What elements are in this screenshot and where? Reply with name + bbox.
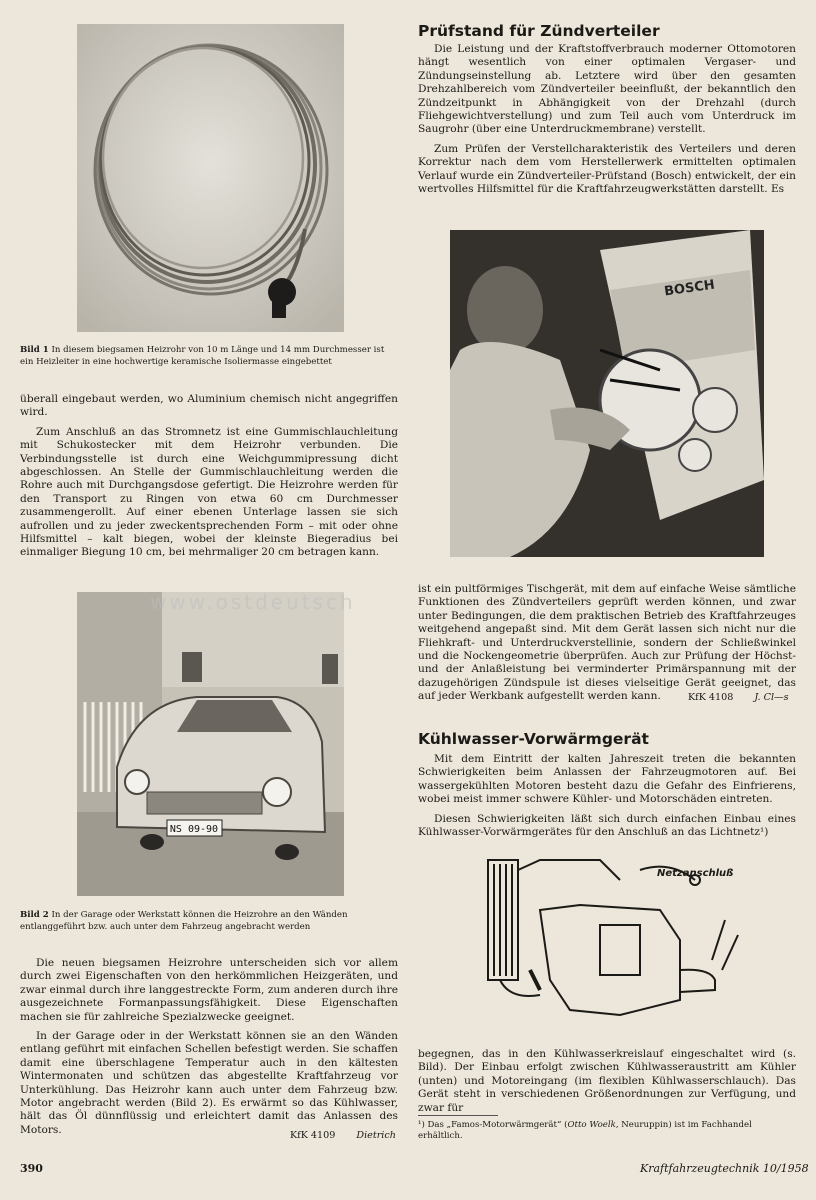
figure2-caption — [20, 909, 400, 933]
journal-name: Kraftfahrzeugtechnik 10/1958 — [640, 1162, 809, 1175]
paragraph: Zum Anschluß an das Stromnetz ist eine Gummischlauchleitung mit Schukostecker mit dem Heizrohr verbunden. Die Verbindungsstelle ist durch eine Weichgummipressung dicht abgeschlossen. An Stelle der Gummischlauchleitung werden die Rohre auch mit Durchgangsdose gefertigt. Die Heizrohre werden für den Transport zu Ringen von etwa 60 cm Durchmesser zusammengerollt. Auf einer ebenen Unterlage lassen sie sich aufrollen und zu jeder zweckentsprechenden Form – mit oder ohne Hilfsmittel – kalt biegen, wobei der kleinste Biegeradius bei einmaliger Biegung 10 cm, bei mehrmaliger 20 cm betragen kann. — [20, 425, 398, 559]
article1-title: Prüfstand für Zündverteiler — [418, 22, 660, 40]
article2-text — [418, 753, 796, 845]
figure1-label: Bild 1 — [20, 345, 49, 355]
article1-text — [418, 43, 796, 202]
footnote — [418, 1120, 796, 1142]
figure2-label: Bild 2 — [20, 910, 49, 920]
paragraph: Diesen Schwierigkeiten läßt sich durch einfachen Einbau eines Kühlwasser-Vorwärmgerätes für den Anschluß an das Lichtnetz¹) — [418, 812, 796, 839]
photo-car-in-garage — [77, 592, 344, 896]
garage-illustration — [77, 592, 344, 896]
paragraph: Die neuen biegsamen Heizrohre unterscheiden sich vor allem durch zwei Eigenschaften von den herkömmlichen Heizgeräten, und zwar einmal durch ihre langgestreckte Form, zum anderen durch ihre ausgezeichnete Formanpassungsfähigkeit. Diese Eigenschaften machen sie für zahlreiche Spezialzwecke geeignet. — [20, 957, 398, 1023]
watermark: www.ostdeutsch — [150, 590, 356, 614]
preheater-diagram — [480, 850, 780, 1028]
test-stand-illustration — [450, 230, 764, 557]
signature-name: J. Cl—s — [754, 692, 789, 703]
diagram-coolant-preheater — [480, 850, 780, 1028]
photo-bosch-test-stand — [450, 230, 764, 557]
page-number: 390 — [20, 1162, 43, 1175]
figure1-caption-text: In diesem biegsamen Heizrohr von 10 m Länge und 14 mm Durchmesser ist ein Heizleiter in eine hochwertige keramische Isoliermasse eingebettet — [20, 345, 385, 367]
signature-code: KfK 4109 — [290, 1130, 336, 1141]
diagram-label-netzanschluss: Netzanschluß — [657, 868, 734, 879]
left-article-signature — [290, 1130, 396, 1141]
signature-code: KfK 4108 — [688, 692, 734, 703]
paragraph: begegnen, das in den Kühlwasserkreislauf eingeschaltet wird (s. Bild). Der Einbau erfolgt zwischen Kühlwasseraustritt am Kühler (unten) und Motoreingang (im flexiblen Kühlwasserschlauch). Das Gerät steht in verschiedenen Größenordnungen zur Verfügung, und zwar für — [418, 1048, 796, 1114]
figure2-caption-text: In der Garage oder Werkstatt können die Heizrohre an den Wänden entlanggeführt bzw. auch unter dem Fahrzeug angebracht werden — [20, 910, 348, 932]
article2-continuation — [418, 1048, 796, 1121]
footnote-author: Otto Woelk — [567, 1120, 616, 1130]
paragraph: Zum Prüfen der Verstellcharakteristik des Verteilers und deren Korrektur nach dem vom Herstellerwerk ermittelten optimalen Verlauf wurde ein Zündverteiler-Prüfstand (Bosch) entwickelt, der ein wertvolles Hilfsmittel für die Kraftfahrzeugwerkstätten darstellt. Es — [418, 142, 796, 196]
footnote-rule — [418, 1115, 498, 1116]
license-plate: NS 09-90 — [169, 824, 219, 835]
paragraph: In der Garage oder in der Werkstatt können sie an den Wänden entlang geführt mit einfachen Schellen befestigt werden. Sie schaffen damit eine überschlagene Temperatur auch in den kältesten Wintermonaten und schützen das abgestellte Kraftfahrzeug vor Unterkühlung. Das Heizrohr kann auch unter dem Fahrzeug bzw. Motor angebracht werden (Bild 2). Es erwärmt so das Kühlwasser, hält das Öl dünnflüssig und erleichtert damit das Anlassen des Motors. — [20, 1030, 398, 1136]
article2-title: Kühlwasser-Vorwärmgerät — [418, 730, 649, 748]
bosch-brand: BOSCH — [663, 277, 716, 300]
paragraph: Mit dem Eintritt der kalten Jahreszeit treten die bekannten Schwierigkeiten beim Anlassen der Fahrzeugmotoren auf. Bei wassergekühlten Motoren besteht dazu die Gefahr des Einfrierens, wobei meist immer schwere Kühler- und Motorschäden eintreten. — [418, 753, 796, 806]
article1-signature — [688, 692, 789, 703]
figure1-caption — [20, 344, 400, 368]
footnote-rest: , Neuruppin) ist im Fachhandel erhältlich. — [418, 1120, 752, 1141]
photo-heating-pipe-coil — [77, 24, 344, 332]
paragraph: ist ein pultförmiges Tischgerät, mit dem auf einfache Weise sämtliche Funktionen des Zündverteilers geprüft werden können, und zwar unter Bedingungen, die dem praktischen Betrieb des Kraftfahrzeuges weitgehend angepaßt sind. Mit dem Gerät lassen sich nicht nur die Fliehkraft- und Unterdruckverstellinie, sondern der Schließwinkel und die Nockengeometrie überprüfen. Auch zur Prüfung der Höchst- und der Anlaßleistung bei verminderter Primärspannung mit der dazugehörigen Zündspule ist dieses vielseitige Gerät geeignet, das auf jeder Werkbank aufgestellt werden kann. — [418, 583, 796, 703]
left-column-text-2 — [20, 957, 398, 1143]
signature-name: Dietrich — [356, 1130, 396, 1141]
coil-illustration — [77, 24, 344, 332]
paragraph: überall eingebaut werden, wo Aluminium chemisch nicht angegriffen wird. — [20, 393, 398, 419]
paragraph: Die Leistung und der Kraftstoffverbrauch moderner Ottomotoren hängt wesentlich von einer optimalen Vergaser- und Zündungseinstellung ab. Letztere wird über den gesamten Drehzahlbereich vom Zündverteiler beeinflußt, der bekanntlich den Zündzeitpunkt in Abhängigkeit von der Drehzahl (durch Fliehgewichtverstellung) und zum Teil auch vom Unterdruck im Saugrohr (über eine Unterdruckmembrane) verstellt. — [418, 43, 796, 136]
footnote-text: ¹) Das „Famos-Motorwärmgerät“ ( — [418, 1120, 568, 1130]
left-column-text-1 — [20, 393, 398, 566]
article1-continuation — [418, 583, 796, 710]
